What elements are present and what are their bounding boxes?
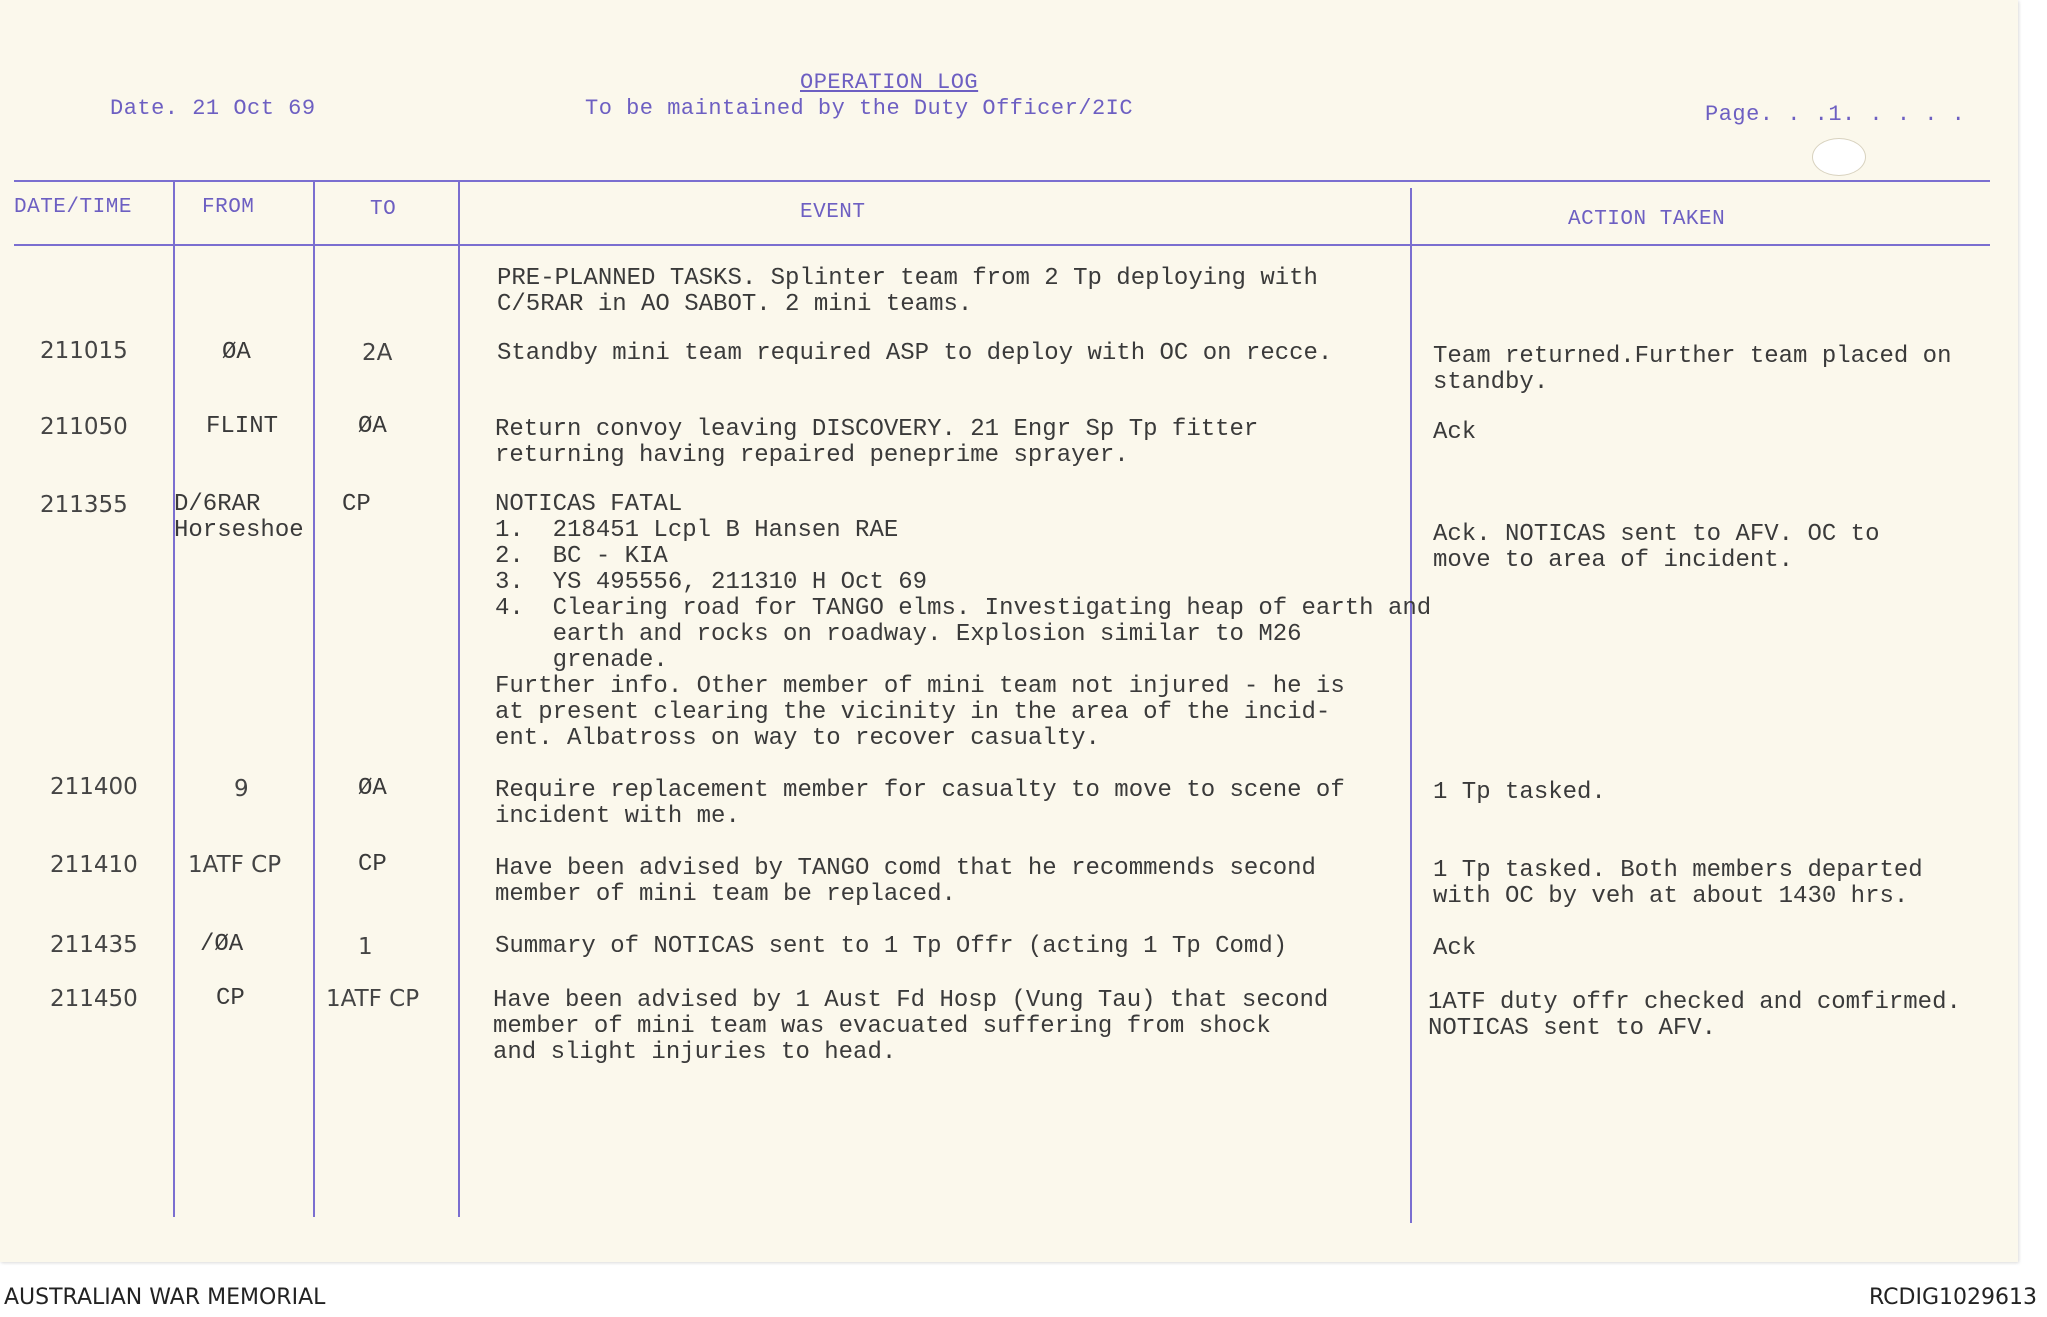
table-row-datetime: 211410 bbox=[50, 852, 138, 878]
table-row-action: Team returned.Further team placed on standby. bbox=[1433, 343, 1952, 396]
table-row-datetime: 211435 bbox=[50, 932, 138, 958]
log-date: Date. 21 Oct 69 bbox=[110, 96, 316, 121]
table-row-to: CP bbox=[342, 491, 371, 518]
table-row-to: 1 bbox=[358, 934, 373, 960]
page-subtitle: To be maintained by the Duty Officer/2IC bbox=[585, 96, 1134, 121]
table-row-datetime: 211400 bbox=[50, 774, 138, 800]
table-row-from: /ØA bbox=[200, 931, 244, 958]
table-row-datetime: 211355 bbox=[40, 492, 128, 518]
col-header-datetime: DATE/TIME bbox=[14, 196, 132, 219]
table-row-action: 1 Tp tasked. bbox=[1433, 779, 1606, 806]
table-row-event: Return convoy leaving DISCOVERY. 21 Engr Sp Tp fitter returning having repaired peneprime sprayer. bbox=[495, 416, 1259, 469]
col-divider-3 bbox=[458, 182, 460, 1217]
table-row-event: Summary of NOTICAS sent to 1 Tp Offr (acting 1 Tp Comd) bbox=[495, 933, 1288, 960]
table-row-from: CP bbox=[216, 985, 245, 1012]
col-header-action: ACTION TAKEN bbox=[1568, 208, 1726, 231]
col-header-from: FROM bbox=[202, 196, 255, 219]
table-row-action: 1ATF duty offr checked and comfirmed. NOTICAS sent to AFV. bbox=[1428, 989, 1961, 1042]
table-row-from: D/6RAR Horseshoe bbox=[174, 491, 304, 544]
table-row-datetime: 211050 bbox=[40, 414, 128, 440]
table-row-action: Ack. NOTICAS sent to AFV. OC to move to area of incident. bbox=[1433, 521, 1880, 574]
table-row-to: 2A bbox=[362, 340, 393, 366]
table-row-from: FLINT bbox=[206, 413, 279, 440]
table-row-action: Ack bbox=[1433, 935, 1477, 962]
punch-hole bbox=[1812, 138, 1866, 176]
table-row-to: ØA bbox=[358, 775, 387, 802]
archive-id: RCDIG1029613 bbox=[1868, 1285, 2037, 1310]
table-row-to: CP bbox=[358, 851, 387, 878]
table-row-from: ØA bbox=[222, 339, 251, 366]
page-number: Page. . .1. . . . . bbox=[1705, 102, 1966, 127]
page-title: OPERATION LOG bbox=[800, 70, 979, 95]
table-row-from: 9 bbox=[234, 776, 249, 802]
col-divider-1 bbox=[173, 182, 175, 1217]
table-row-datetime: 211015 bbox=[40, 338, 128, 364]
table-row-to: 1ATF CP bbox=[326, 986, 420, 1012]
col-header-to: TO bbox=[370, 198, 397, 221]
table-row-event: Have been advised by 1 Aust Fd Hosp (Vung Tau) that second member of mini team was evacuated suffering from shock and slight injuries to head. bbox=[493, 987, 1329, 1066]
table-header-rule bbox=[14, 244, 1990, 246]
col-divider-2 bbox=[313, 182, 315, 1217]
col-header-event: EVENT bbox=[800, 201, 866, 224]
table-row-to: ØA bbox=[358, 413, 387, 440]
table-row-event: NOTICAS FATAL 1. 218451 Lcpl B Hansen RAE 2. BC - KIA 3. YS 495556, 211310 H Oct 69 4. Clearing road for TANGO elms. Investigating heap of earth and earth and rocks on roadway. Explosion similar to M26 grenade. Further info. Other member of mini team not injured - he is at present clearing the vicinity in the area of the incid- ent. Albatross on way to recover casualty. bbox=[495, 491, 1432, 752]
table-row-event: Have been advised by TANGO comd that he recommends second member of mini team be replaced. bbox=[495, 855, 1316, 908]
table-row-datetime: 211450 bbox=[50, 986, 138, 1012]
table-row-event: Standby mini team required ASP to deploy with OC on recce. bbox=[497, 340, 1333, 367]
table-row-action: 1 Tp tasked. Both members departed with OC by veh at about 1430 hrs. bbox=[1433, 857, 1923, 910]
archive-credit: AUSTRALIAN WAR MEMORIAL bbox=[4, 1285, 326, 1310]
table-row-from: 1ATF CP bbox=[188, 852, 282, 878]
table-row-event: PRE-PLANNED TASKS. Splinter team from 2 Tp deploying with C/5RAR in AO SABOT. 2 mini teams. bbox=[497, 265, 1318, 318]
table-row-event: Require replacement member for casualty to move to scene of incident with me. bbox=[495, 777, 1345, 830]
table-row-action: Ack bbox=[1433, 419, 1477, 446]
table-top-rule bbox=[14, 180, 1990, 182]
